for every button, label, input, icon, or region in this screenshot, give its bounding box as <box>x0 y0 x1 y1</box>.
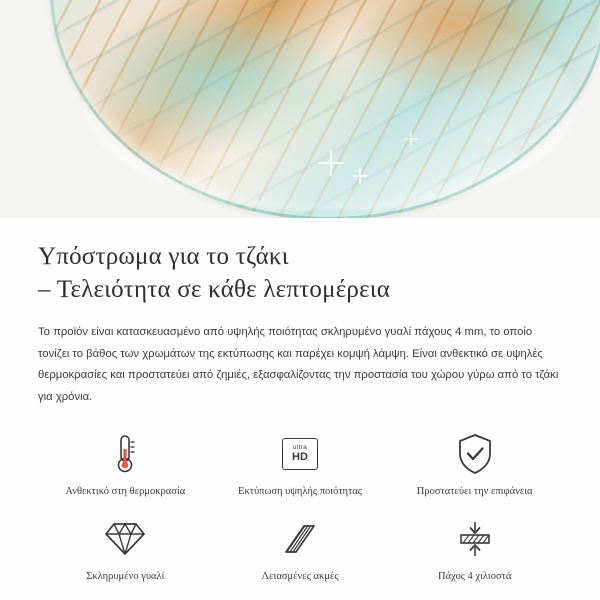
feature-label: Εκτύπωση υψηλής ποιότητας <box>238 485 362 497</box>
polished-edges-icon <box>282 516 318 562</box>
thickness-arrows-icon <box>455 516 495 562</box>
thermometer-icon <box>112 431 138 477</box>
hero-image <box>0 0 600 218</box>
headline-line-2: – Τελειότητα σε κάθε λεπτομέρεια <box>38 276 391 303</box>
feature-label: Σκληρυμένο γυαλί <box>86 571 165 583</box>
ultra-hd-badge-bottom: HD <box>292 451 308 463</box>
feature-item <box>38 512 213 590</box>
feature-label: Λειασμένες ακμές <box>261 571 339 583</box>
ultra-hd-icon <box>282 431 318 477</box>
feature-item <box>213 427 388 505</box>
feature-item <box>387 512 562 590</box>
diamond-icon <box>104 516 146 562</box>
feature-item <box>387 427 562 505</box>
feature-label: Προστατεύει την επιφάνεια <box>416 485 533 497</box>
headline-line-1: Υπόστρωμα για το τζάκι <box>38 243 289 270</box>
feature-grid <box>38 427 562 590</box>
feature-label: Ανθεκτικό στη θερμοκρασία <box>65 485 186 497</box>
feature-item <box>38 427 213 505</box>
feature-item <box>213 512 388 590</box>
shield-check-icon <box>456 431 494 477</box>
content-area <box>0 218 600 590</box>
ultra-hd-badge-top: ultra <box>292 443 308 451</box>
description-paragraph: Το προϊόν είναι κατασκευασμένο από υψηλής ποιότητας σκληρυμένο γυαλί πάχους 4 mm, το οποίο τονίζει το βάθος των χρωμάτων της εκτύπωσης και παρέχει κομψή λάμψη. Είναι ανθεκτικό σε υψηλές θερμοκρασίες και προστατεύει από ζημιές, εξασφαλίζοντας την προστασία του χώρου γύρω από το τζάκι για χρόνια. <box>38 326 559 404</box>
feature-label: Πάχος 4 χιλιοστά <box>438 571 512 583</box>
page-title <box>38 240 562 306</box>
